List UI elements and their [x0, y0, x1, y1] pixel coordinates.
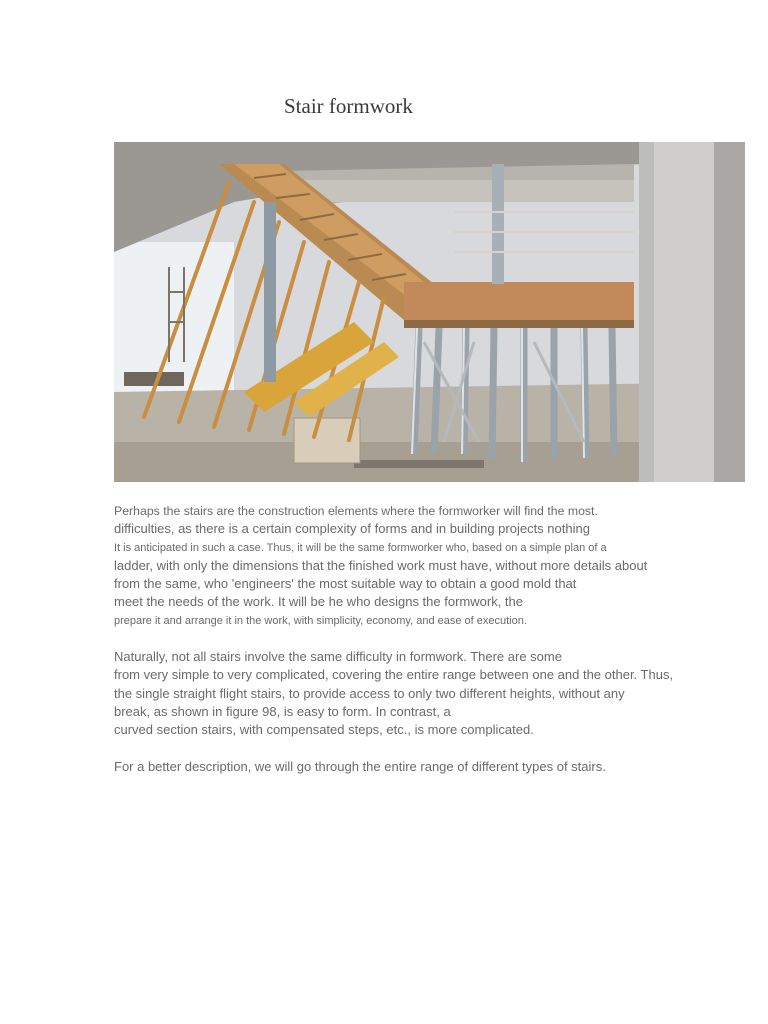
text-line: Naturally, not all stairs involve the same difficulty in formwork. There are some: [114, 649, 562, 664]
text-line: For a better description, we will go through the entire range of different types of stairs.: [114, 759, 606, 774]
stair-formwork-photo: [114, 142, 745, 482]
text-line: break, as shown in figure 98, is easy to form. In contrast, a: [114, 703, 451, 719]
text-line: It is anticipated in such a case. Thus, it will be the same formworker who, based on a simple plan of a: [114, 541, 607, 554]
text-line: from the same, who 'engineers' the most suitable way to obtain a good mold that: [114, 576, 577, 592]
paragraph-2: [114, 648, 673, 739]
text-line: meet the needs of the work. It will be he who designs the formwork, the: [114, 594, 523, 610]
text-line: Perhaps the stairs are the construction elements where the formworker will find the most.: [114, 504, 598, 518]
text-line: curved section stairs, with compensated steps, etc., is more complicated.: [114, 722, 534, 738]
text-line: ladder, with only the dimensions that the finished work must have, without more details about: [114, 557, 648, 573]
paragraph-3: [114, 758, 606, 776]
text-line: prepare it and arrange it in the work, with simplicity, economy, and ease of execution.: [114, 614, 527, 627]
paragraph-1: [114, 502, 647, 630]
text-line: from very simple to very complicated, covering the entire range between one and the other. Thus,: [114, 667, 674, 683]
page-title: Stair formwork: [284, 94, 413, 118]
text-line: the single straight flight stairs, to provide access to only two different heights, without any: [114, 685, 625, 701]
text-line: difficulties, as there is a certain complexity of forms and in building projects nothing: [114, 521, 590, 537]
